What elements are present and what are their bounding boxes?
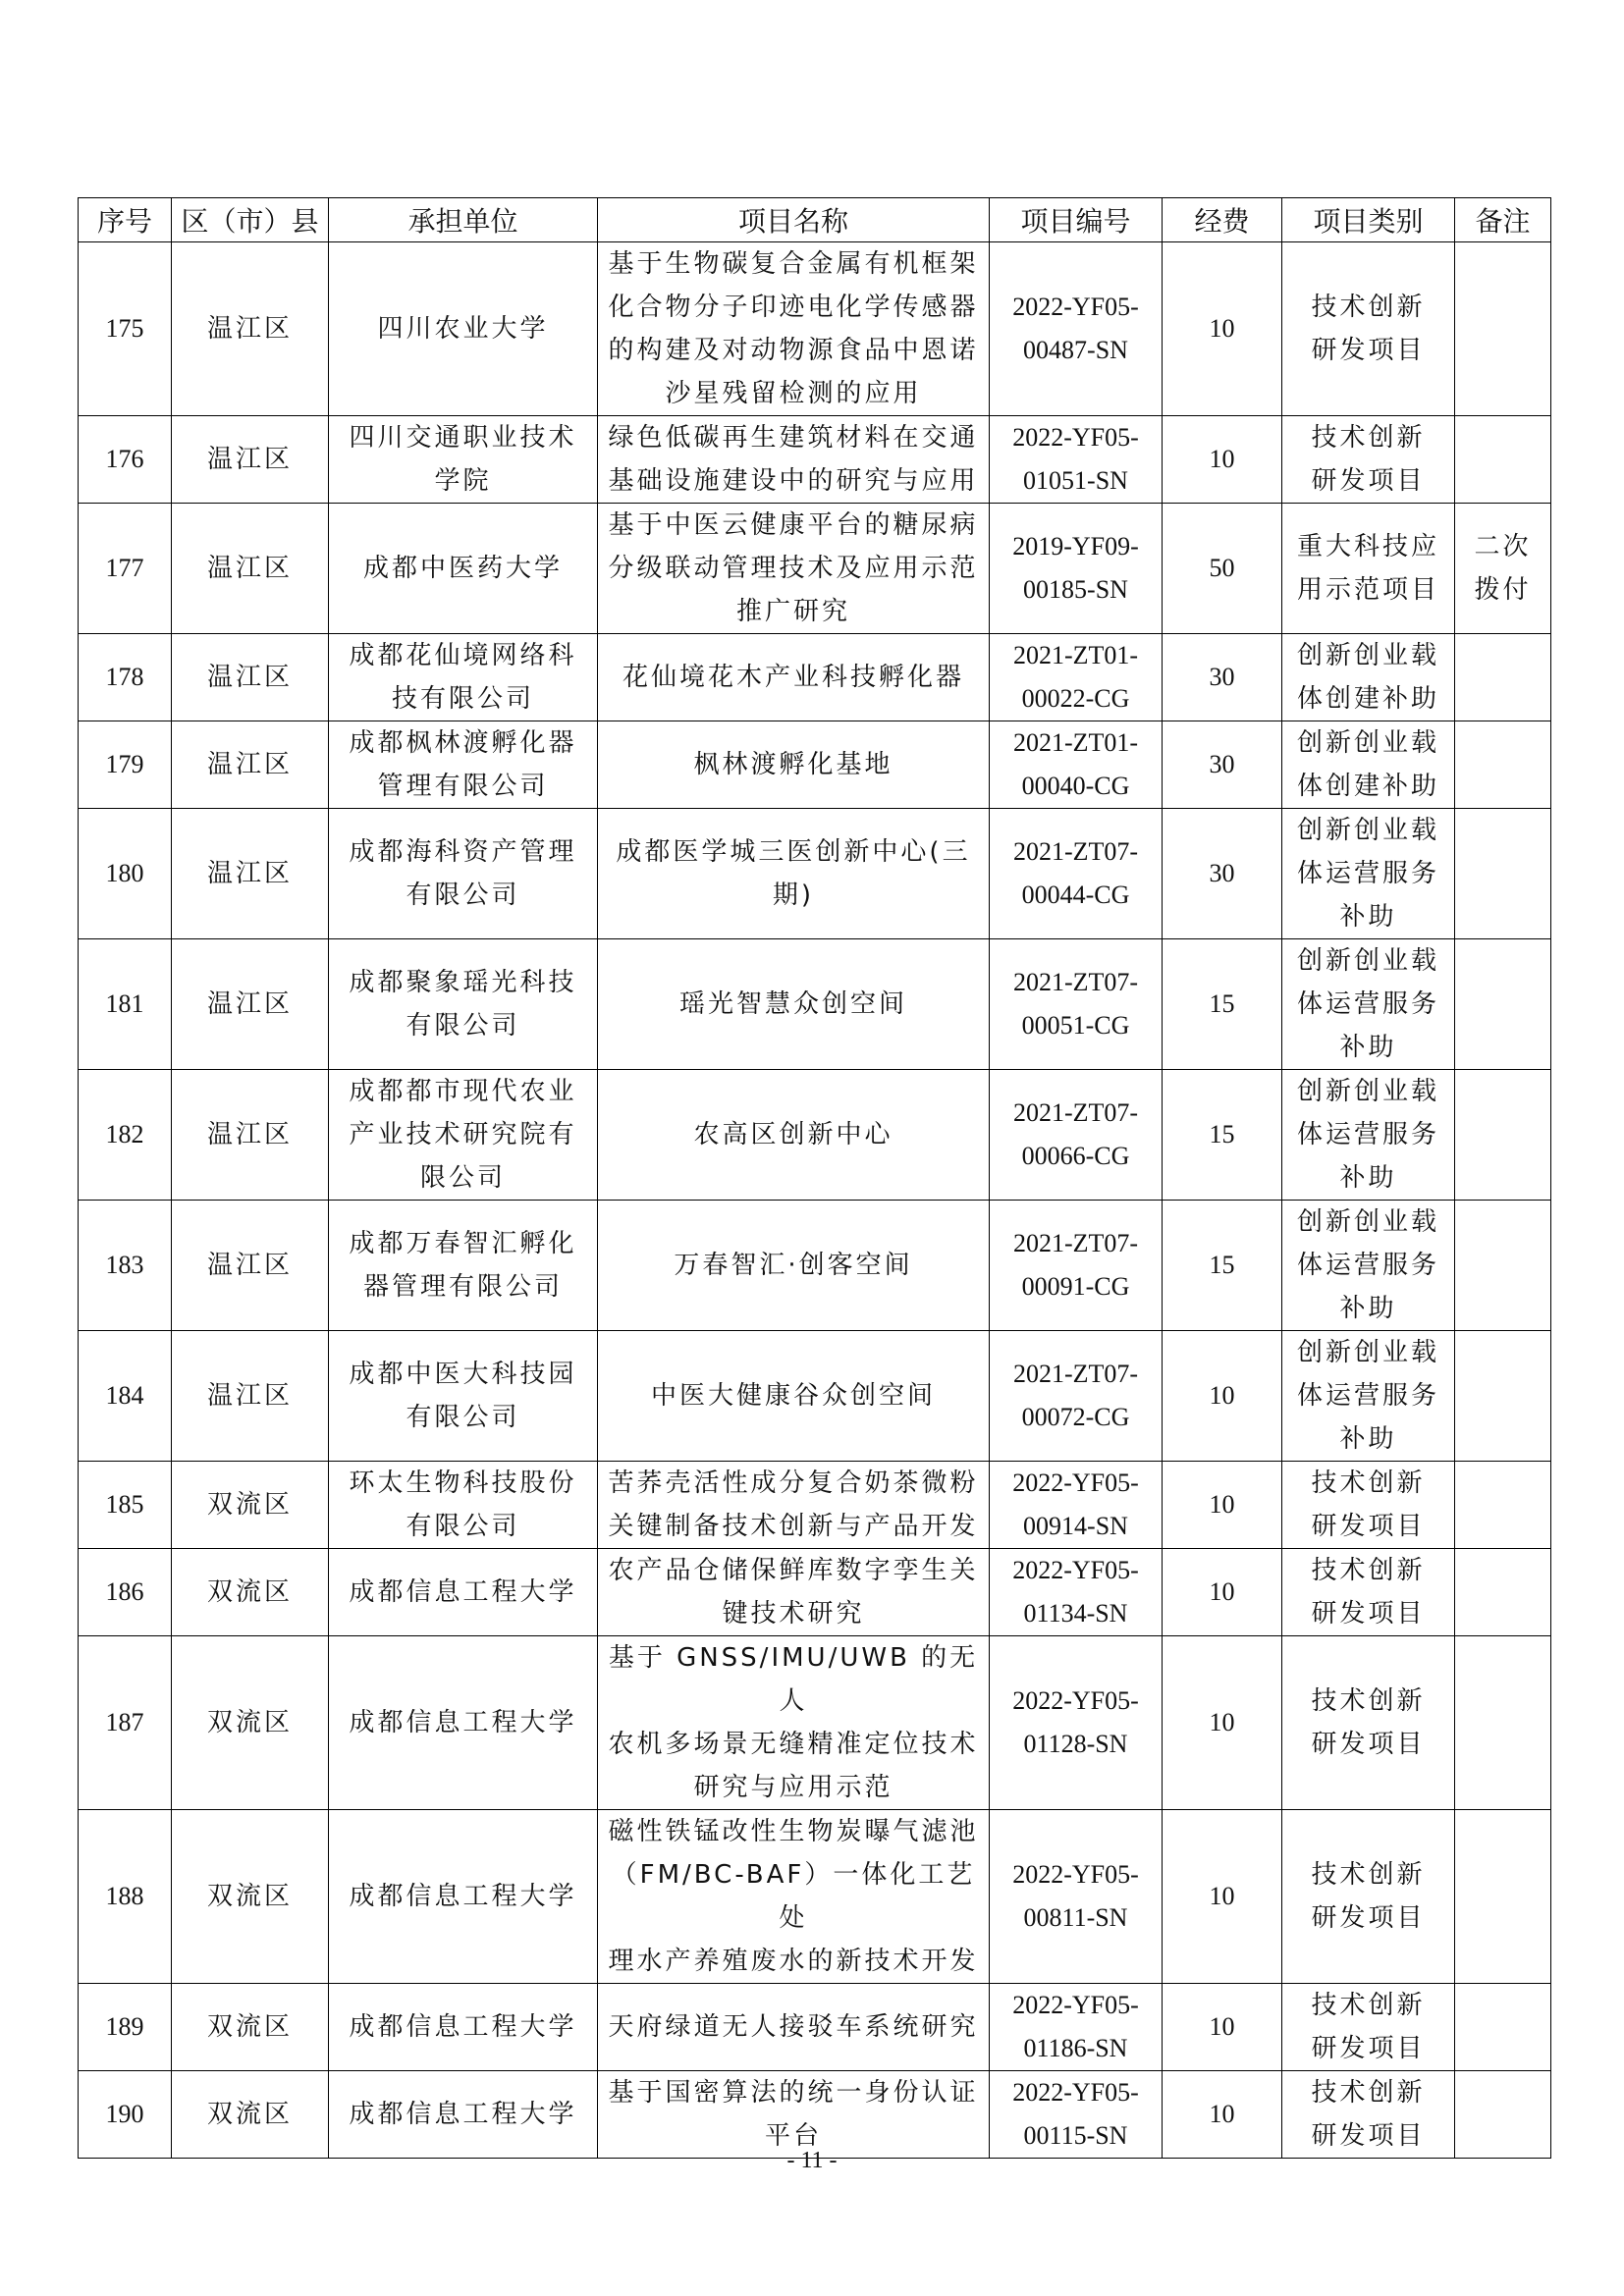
row-project-code — [990, 1201, 1163, 1331]
row-project-name-text: 花仙境花木产业科技孵化器 — [622, 663, 964, 692]
row-category — [1282, 1549, 1455, 1636]
row-unit — [329, 242, 598, 416]
row-project-code-text: 2021-ZT07- 00044-CG — [1012, 837, 1139, 909]
row-unit — [329, 416, 598, 504]
row-project-name-text: 万春智汇·创客空间 — [674, 1251, 913, 1280]
row-unit-text: 四川农业大学 — [377, 314, 549, 344]
row-fund-text: 10 — [1209, 1381, 1235, 1410]
row-district-text: 温江区 — [206, 1381, 293, 1411]
row-seq — [79, 809, 172, 939]
row-project-name — [598, 721, 990, 809]
row-project-name — [598, 1462, 990, 1549]
row-note — [1455, 1810, 1551, 1984]
row-category — [1282, 1984, 1455, 2071]
row-district-text: 温江区 — [206, 554, 293, 583]
row-category-text: 技术创新 研发项目 — [1311, 1860, 1426, 1933]
row-district — [172, 416, 329, 504]
row-seq — [79, 2071, 172, 2159]
row-unit — [329, 2071, 598, 2159]
row-project-code-text: 2021-ZT01- 00040-CG — [1012, 728, 1139, 800]
row-project-code-text: 2022-YF05- 01051-SN — [1012, 423, 1139, 495]
row-unit — [329, 809, 598, 939]
row-seq-text: 184 — [105, 1381, 144, 1410]
row-fund-text: 50 — [1209, 554, 1235, 582]
row-note — [1455, 1984, 1551, 2071]
row-project-name-text: 基于国密算法的统一身份认证 平台 — [608, 2078, 979, 2151]
row-category-text: 创新创业载 体运营服务 补助 — [1296, 816, 1439, 932]
row-unit-text: 成都海科资产管理 有限公司 — [349, 837, 577, 910]
row-project-name-text: 枫林渡孵化基地 — [693, 750, 893, 779]
row-project-code — [990, 1331, 1163, 1462]
row-project-name — [598, 1810, 990, 1984]
row-project-name-text: 苦荞壳活性成分复合奶茶微粉 关键制备技术创新与产品开发 — [608, 1468, 979, 1541]
row-project-code — [990, 1549, 1163, 1636]
row-project-name — [598, 416, 990, 504]
row-project-code-text: 2022-YF05- 01128-SN — [1012, 1686, 1139, 1758]
row-district-text: 温江区 — [206, 445, 293, 474]
row-project-name — [598, 242, 990, 416]
row-seq — [79, 416, 172, 504]
row-district — [172, 1462, 329, 1549]
row-project-code — [990, 1810, 1163, 1984]
row-project-name — [598, 634, 990, 721]
row-project-name-text: 中医大健康谷众创空间 — [650, 1381, 936, 1411]
row-project-code — [990, 1984, 1163, 2071]
row-seq — [79, 504, 172, 634]
row-district — [172, 1549, 329, 1636]
row-seq-text: 176 — [105, 445, 144, 473]
header-project-name: 项目名称 — [598, 198, 990, 242]
row-project-code-text: 2021-ZT07- 00072-CG — [1012, 1360, 1139, 1431]
table-row — [79, 1331, 1551, 1462]
table-row — [79, 1810, 1551, 1984]
row-note-text: 二次 拨付 — [1474, 532, 1532, 605]
row-category-text: 创新创业载 体运营服务 补助 — [1296, 1077, 1439, 1193]
row-fund-text: 30 — [1209, 750, 1235, 778]
row-seq-text: 182 — [105, 1120, 144, 1148]
row-project-name-text: 农产品仓储保鲜库数字孪生关 键技术研究 — [608, 1556, 979, 1629]
row-project-code-text: 2021-ZT07- 00051-CG — [1012, 968, 1139, 1040]
header-fund: 经费 — [1163, 198, 1282, 242]
row-district — [172, 721, 329, 809]
row-category — [1282, 416, 1455, 504]
row-fund — [1163, 1201, 1282, 1331]
row-unit — [329, 1984, 598, 2071]
row-project-code-text: 2022-YF05- 00914-SN — [1012, 1468, 1139, 1540]
row-fund — [1163, 2071, 1282, 2159]
table-row — [79, 634, 1551, 721]
row-project-name — [598, 1984, 990, 2071]
header-seq: 序号 — [79, 198, 172, 242]
row-seq — [79, 1549, 172, 1636]
row-seq — [79, 1331, 172, 1462]
row-seq-text: 181 — [105, 989, 144, 1018]
row-unit — [329, 1201, 598, 1331]
row-category-text: 创新创业载 体创建补助 — [1296, 728, 1439, 801]
row-fund-text: 10 — [1209, 1882, 1235, 1910]
row-fund-text: 10 — [1209, 1577, 1235, 1606]
row-project-code — [990, 1070, 1163, 1201]
row-district — [172, 242, 329, 416]
row-project-code-text: 2022-YF05- 01186-SN — [1012, 1991, 1139, 2062]
row-seq — [79, 242, 172, 416]
row-unit-text: 成都信息工程大学 — [349, 1882, 577, 1911]
row-unit-text: 成都都市现代农业 产业技术研究院有 限公司 — [349, 1077, 577, 1193]
row-project-code — [990, 809, 1163, 939]
row-unit-text: 四川交通职业技术 学院 — [349, 423, 577, 496]
row-district — [172, 1636, 329, 1810]
row-project-name-text: 农高区创新中心 — [693, 1120, 893, 1149]
table-row — [79, 721, 1551, 809]
row-project-code-text: 2022-YF05- 00115-SN — [1012, 2078, 1139, 2150]
row-district — [172, 1201, 329, 1331]
row-project-code-text: 2022-YF05- 00811-SN — [1012, 1860, 1139, 1932]
row-seq-text: 188 — [105, 1882, 144, 1910]
row-category-text: 技术创新 研发项目 — [1311, 1991, 1426, 2063]
row-note — [1455, 1549, 1551, 1636]
row-fund-text: 10 — [1209, 1708, 1235, 1736]
row-category-text: 技术创新 研发项目 — [1311, 423, 1426, 496]
row-project-name — [598, 1070, 990, 1201]
row-category — [1282, 1636, 1455, 1810]
row-district-text: 双流区 — [206, 2012, 293, 2042]
project-table — [78, 197, 1551, 2159]
row-seq — [79, 1636, 172, 1810]
row-category — [1282, 1810, 1455, 1984]
row-district-text: 温江区 — [206, 314, 293, 344]
row-project-name — [598, 939, 990, 1070]
row-fund-text: 10 — [1209, 314, 1235, 343]
row-fund — [1163, 1984, 1282, 2071]
row-category-text: 创新创业载 体运营服务 补助 — [1296, 1207, 1439, 1323]
row-project-name — [598, 1201, 990, 1331]
table-row — [79, 809, 1551, 939]
row-unit-text: 成都花仙境网络科 技有限公司 — [349, 641, 577, 714]
table-header-row — [79, 198, 1551, 242]
row-district-text: 双流区 — [206, 1882, 293, 1911]
row-fund — [1163, 1549, 1282, 1636]
row-category — [1282, 721, 1455, 809]
row-district-text: 双流区 — [206, 1708, 293, 1737]
row-district — [172, 634, 329, 721]
row-project-name — [598, 809, 990, 939]
row-seq — [79, 634, 172, 721]
row-project-name — [598, 1331, 990, 1462]
row-category — [1282, 242, 1455, 416]
row-district-text: 双流区 — [206, 2100, 293, 2129]
table-row — [79, 1201, 1551, 1331]
row-fund — [1163, 939, 1282, 1070]
row-note — [1455, 416, 1551, 504]
row-category-text: 创新创业载 体创建补助 — [1296, 641, 1439, 714]
row-project-code-text: 2022-YF05- 01134-SN — [1012, 1556, 1139, 1628]
row-category-text: 技术创新 研发项目 — [1311, 1686, 1426, 1759]
table-row — [79, 416, 1551, 504]
row-category — [1282, 939, 1455, 1070]
row-note — [1455, 1070, 1551, 1201]
row-category — [1282, 2071, 1455, 2159]
row-seq-text: 187 — [105, 1708, 144, 1736]
row-note — [1455, 2071, 1551, 2159]
row-fund-text: 30 — [1209, 859, 1235, 887]
row-unit — [329, 504, 598, 634]
row-category-text: 创新创业载 体运营服务 补助 — [1296, 1338, 1439, 1454]
row-project-code — [990, 939, 1163, 1070]
row-unit-text: 成都万春智汇孵化 器管理有限公司 — [349, 1229, 577, 1302]
table-body — [79, 242, 1551, 2159]
row-fund — [1163, 242, 1282, 416]
row-unit-text: 成都信息工程大学 — [349, 2100, 577, 2129]
row-district — [172, 1331, 329, 1462]
row-seq — [79, 1810, 172, 1984]
row-fund-text: 10 — [1209, 1490, 1235, 1519]
row-project-name — [598, 2071, 990, 2159]
row-fund — [1163, 504, 1282, 634]
row-fund-text: 15 — [1209, 1251, 1235, 1279]
header-project-code: 项目编号 — [990, 198, 1163, 242]
row-fund-text: 15 — [1209, 989, 1235, 1018]
row-unit — [329, 1462, 598, 1549]
row-project-code — [990, 1636, 1163, 1810]
row-district-text: 温江区 — [206, 1120, 293, 1149]
row-fund — [1163, 1810, 1282, 1984]
row-unit — [329, 721, 598, 809]
row-project-code — [990, 416, 1163, 504]
row-seq-text: 189 — [105, 2012, 144, 2041]
row-category — [1282, 1331, 1455, 1462]
row-note — [1455, 1636, 1551, 1810]
row-unit — [329, 1810, 598, 1984]
row-seq-text: 185 — [105, 1490, 144, 1519]
row-fund — [1163, 1070, 1282, 1201]
row-project-name-text: 磁性铁锰改性生物炭曝气滤池 （FM/BC-BAF）一体化工艺处 理水产养殖废水的新技术开发 — [608, 1817, 979, 1976]
row-fund-text: 30 — [1209, 663, 1235, 691]
row-seq-text: 186 — [105, 1577, 144, 1606]
row-project-name-text: 成都医学城三医创新中心(三 期) — [616, 837, 971, 910]
row-project-code — [990, 634, 1163, 721]
row-category — [1282, 1070, 1455, 1201]
row-seq-text: 178 — [105, 663, 144, 691]
row-district-text: 温江区 — [206, 1251, 293, 1280]
row-note — [1455, 242, 1551, 416]
row-unit — [329, 939, 598, 1070]
row-district — [172, 1984, 329, 2071]
row-category-text: 技术创新 研发项目 — [1311, 1556, 1426, 1629]
row-project-code-text: 2021-ZT07- 00066-CG — [1012, 1098, 1139, 1170]
table-row — [79, 1984, 1551, 2071]
row-unit-text: 成都中医大科技园 有限公司 — [349, 1360, 577, 1432]
row-note — [1455, 809, 1551, 939]
header-note: 备注 — [1455, 198, 1551, 242]
row-seq — [79, 721, 172, 809]
row-district-text: 温江区 — [206, 750, 293, 779]
row-fund — [1163, 416, 1282, 504]
row-seq-text: 177 — [105, 554, 144, 582]
row-seq-text: 183 — [105, 1251, 144, 1279]
row-project-code — [990, 242, 1163, 416]
row-fund-text: 10 — [1209, 445, 1235, 473]
row-fund — [1163, 721, 1282, 809]
row-category-text: 技术创新 研发项目 — [1311, 1468, 1426, 1541]
row-project-name-text: 天府绿道无人接驳车系统研究 — [608, 2012, 979, 2042]
row-note — [1455, 939, 1551, 1070]
row-district-text: 温江区 — [206, 663, 293, 692]
row-seq — [79, 1984, 172, 2071]
row-fund — [1163, 1331, 1282, 1462]
header-district: 区（市）县 — [172, 198, 329, 242]
row-note — [1455, 634, 1551, 721]
table-row — [79, 504, 1551, 634]
row-unit — [329, 634, 598, 721]
row-seq — [79, 939, 172, 1070]
row-seq — [79, 1070, 172, 1201]
table-row — [79, 1636, 1551, 1810]
row-project-name-text: 基于生物碳复合金属有机框架 化合物分子印迹电化学传感器 的构建及对动物源食品中恩诺 沙星残留检测的应用 — [608, 249, 979, 408]
row-project-name-text: 基于 GNSS/IMU/UWB 的无人 农机多场景无缝精准定位技术 研究与应用示范 — [608, 1643, 979, 1802]
row-fund-text: 10 — [1209, 2100, 1235, 2128]
row-project-name-text: 绿色低碳再生建筑材料在交通 基础设施建设中的研究与应用 — [608, 423, 979, 496]
row-category — [1282, 1462, 1455, 1549]
row-district-text: 温江区 — [206, 859, 293, 888]
row-unit — [329, 1331, 598, 1462]
table-row — [79, 939, 1551, 1070]
row-note — [1455, 1201, 1551, 1331]
row-project-name — [598, 1636, 990, 1810]
row-project-name-text: 瑶光智慧众创空间 — [678, 989, 907, 1019]
row-unit-text: 环太生物科技股份 有限公司 — [349, 1468, 577, 1541]
row-fund-text: 15 — [1209, 1120, 1235, 1148]
row-district — [172, 1070, 329, 1201]
row-district-text: 双流区 — [206, 1490, 293, 1520]
row-category — [1282, 504, 1455, 634]
row-category — [1282, 809, 1455, 939]
row-project-code-text: 2021-ZT01- 00022-CG — [1012, 641, 1139, 713]
row-fund-text: 10 — [1209, 2012, 1235, 2041]
row-unit-text: 成都信息工程大学 — [349, 1708, 577, 1737]
row-category — [1282, 1201, 1455, 1331]
row-project-code-text: 2022-YF05- 00487-SN — [1012, 293, 1139, 364]
row-category-text: 创新创业载 体运营服务 补助 — [1296, 946, 1439, 1062]
row-note — [1455, 721, 1551, 809]
row-district — [172, 809, 329, 939]
row-unit — [329, 1636, 598, 1810]
header-category: 项目类别 — [1282, 198, 1455, 242]
row-category-text: 技术创新 研发项目 — [1311, 293, 1426, 365]
row-unit — [329, 1070, 598, 1201]
table-row — [79, 242, 1551, 416]
row-project-name — [598, 504, 990, 634]
row-fund — [1163, 809, 1282, 939]
row-project-code — [990, 504, 1163, 634]
row-fund — [1163, 1462, 1282, 1549]
table-row — [79, 1462, 1551, 1549]
row-district — [172, 1810, 329, 1984]
row-category-text: 重大科技应 用示范项目 — [1296, 532, 1439, 605]
header-unit: 承担单位 — [329, 198, 598, 242]
row-seq-text: 175 — [105, 314, 144, 343]
row-unit-text: 成都中医药大学 — [362, 554, 563, 583]
row-category-text: 技术创新 研发项目 — [1311, 2078, 1426, 2151]
row-project-code — [990, 1462, 1163, 1549]
table-row — [79, 2071, 1551, 2159]
row-seq-text: 179 — [105, 750, 144, 778]
row-seq — [79, 1201, 172, 1331]
row-district-text: 温江区 — [206, 989, 293, 1019]
row-unit — [329, 1549, 598, 1636]
row-district — [172, 2071, 329, 2159]
row-fund — [1163, 634, 1282, 721]
row-note — [1455, 504, 1551, 634]
row-unit-text: 成都聚象瑶光科技 有限公司 — [349, 968, 577, 1041]
row-note — [1455, 1462, 1551, 1549]
row-project-name — [598, 1549, 990, 1636]
row-district — [172, 939, 329, 1070]
row-unit-text: 成都枫林渡孵化器 管理有限公司 — [349, 728, 577, 801]
row-project-code-text: 2021-ZT07- 00091-CG — [1012, 1229, 1139, 1301]
page-number: - 11 - — [786, 2148, 838, 2173]
row-unit-text: 成都信息工程大学 — [349, 1577, 577, 1607]
table-row — [79, 1070, 1551, 1201]
row-seq-text: 180 — [105, 859, 144, 887]
row-unit-text: 成都信息工程大学 — [349, 2012, 577, 2042]
row-seq-text: 190 — [105, 2100, 144, 2128]
row-project-code-text: 2019-YF09- 00185-SN — [1012, 532, 1139, 604]
row-category — [1282, 634, 1455, 721]
row-district — [172, 504, 329, 634]
row-seq — [79, 1462, 172, 1549]
table-row — [79, 1549, 1551, 1636]
row-note — [1455, 1331, 1551, 1462]
row-district-text: 双流区 — [206, 1577, 293, 1607]
row-project-code — [990, 721, 1163, 809]
row-project-code — [990, 2071, 1163, 2159]
row-project-name-text: 基于中医云健康平台的糖尿病 分级联动管理技术及应用示范 推广研究 — [608, 510, 979, 626]
row-fund — [1163, 1636, 1282, 1810]
